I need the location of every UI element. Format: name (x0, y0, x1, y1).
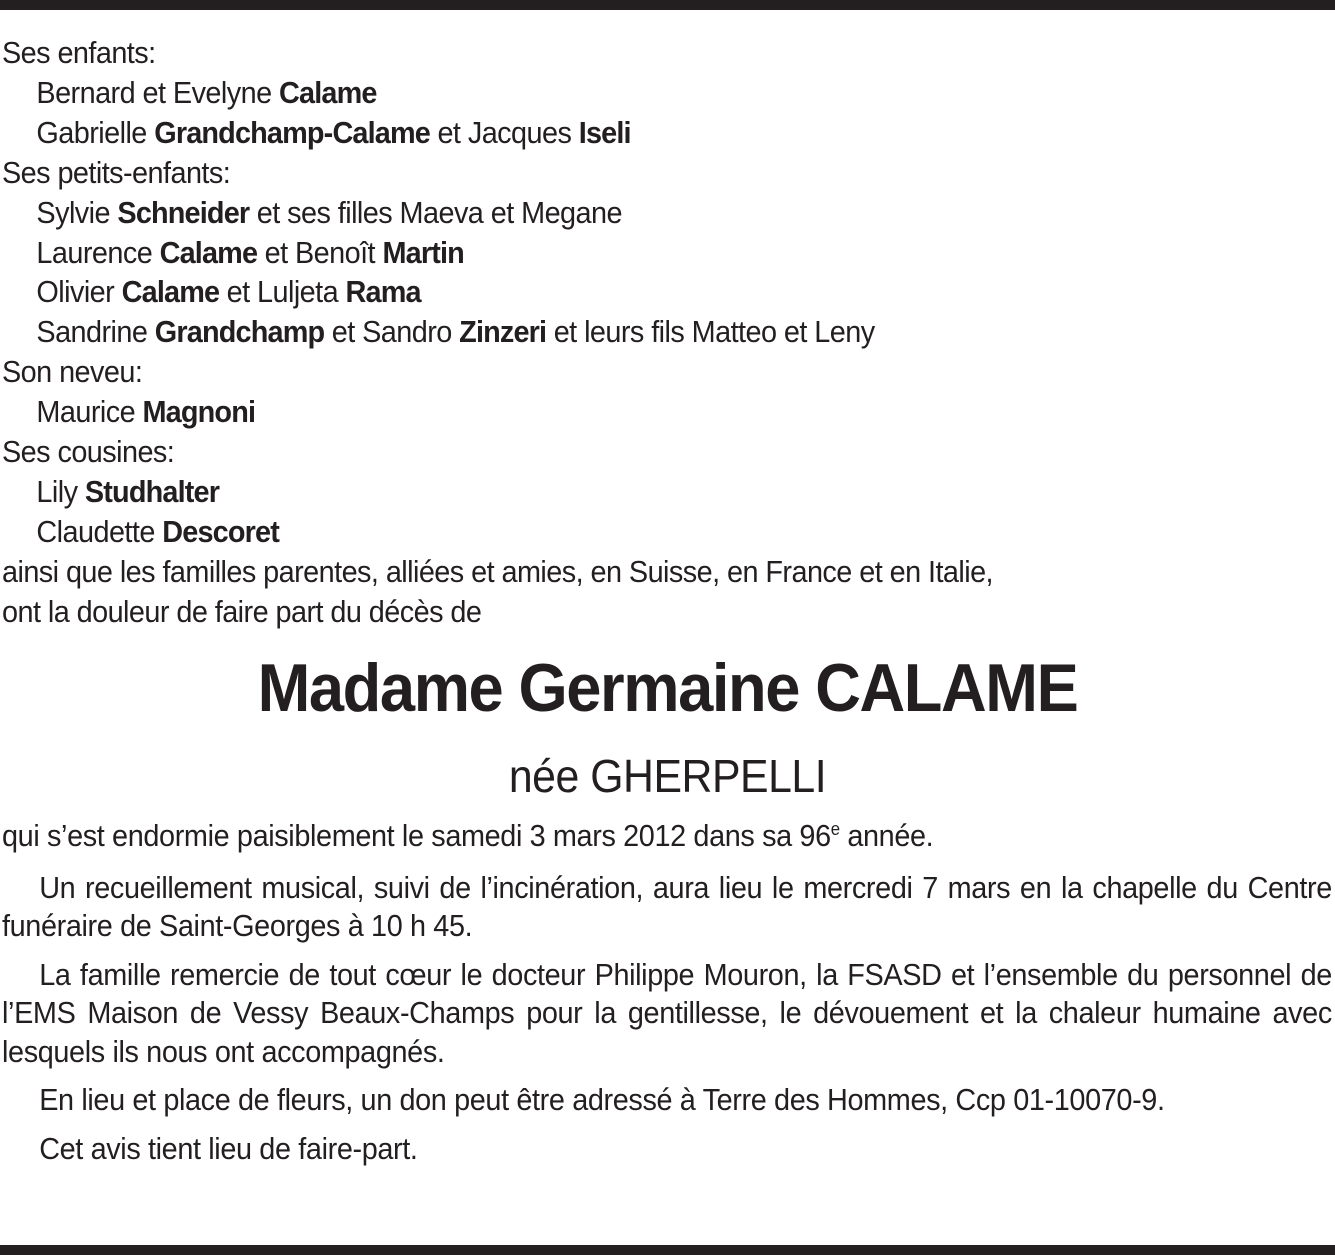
cousins-heading: Ses cousines: (2, 434, 175, 470)
announcement-body (2, 817, 1332, 1178)
surname: Studhalter (84, 473, 220, 509)
passing-text: qui s’est endormie paisiblement le samedi 3 mars 2012 dans sa 96 (2, 818, 831, 853)
child-entry (2, 73, 1239, 113)
passing-text: année. (839, 818, 934, 853)
closing-line: ont la douleur de faire part du décès de (2, 593, 482, 629)
first-names: Bernard et Evelyne (36, 74, 280, 110)
surname: Calame (121, 274, 220, 310)
surname: Magnoni (142, 394, 256, 430)
grandchildren-heading: Ses petits-enfants: (2, 154, 231, 190)
first-names: Sandrine (36, 314, 155, 350)
connector: et leurs fils Matteo et Leny (546, 314, 875, 350)
ceremony-paragraph: Un recueillement musical, suivi de l’incinération, aura lieu le mercredi 7 mars en la chapelle du Centre funéraire de Saint-Georges à 10 h 45. (2, 869, 1332, 943)
connector: et Sandro (324, 314, 460, 350)
first-names: Olivier (36, 274, 122, 310)
ordinal-suffix: e (830, 819, 840, 839)
grandchild-entry (2, 312, 1239, 352)
surname: Iseli (578, 114, 631, 150)
thanks-paragraph: La famille remercie de tout cœur le docteur Philippe Mouron, la FSASD et l’ensemble du personnel de l’EMS Maison de Vessy Beaux-Champs pour la gentillesse, le dévouement et la chaleur humaine avec lesquels ils nous ont accompagnés. (2, 956, 1332, 1069)
surname: Schneider (117, 194, 250, 230)
notice-paragraph: Cet avis tient lieu de faire-part. (39, 1130, 418, 1166)
cousin-entry (2, 512, 1239, 552)
first-names: Sylvie (36, 194, 118, 230)
top-rule (0, 0, 1335, 10)
closing-line: ainsi que les familles parentes, alliées et amies, en Suisse, en France et en Italie, (2, 553, 994, 589)
first-names: Claudette (36, 513, 163, 549)
first-names: Laurence (36, 234, 160, 270)
first-names: Gabrielle (36, 114, 155, 150)
connector: et Benoît (257, 234, 383, 270)
family-list (2, 33, 1239, 632)
passing-paragraph (2, 817, 1332, 856)
connector: et Jacques (430, 114, 579, 150)
surname: Zinzeri (459, 314, 547, 350)
bottom-rule (0, 1245, 1335, 1255)
surname: Grandchamp (154, 314, 325, 350)
cousin-entry (2, 472, 1239, 512)
nephew-entry (2, 392, 1239, 432)
surname: Calame (159, 234, 258, 270)
nephew-heading: Son neveu: (2, 354, 143, 390)
surname: Martin (382, 234, 464, 270)
grandchild-entry (2, 233, 1239, 273)
connector: et ses filles Maeva et Megane (249, 194, 622, 230)
surname: Grandchamp-Calame (154, 114, 431, 150)
surname: Rama (345, 274, 421, 310)
first-names: Lily (36, 473, 85, 509)
grandchild-entry (2, 272, 1239, 312)
first-names: Maurice (36, 394, 143, 430)
donation-paragraph: En lieu et place de fleurs, un don peut être adressé à Terre des Hommes, Ccp 01-10070-9. (39, 1082, 1165, 1117)
child-entry (2, 113, 1239, 153)
surname: Descoret (162, 513, 279, 549)
maiden-name: née GHERPELLI (508, 750, 827, 802)
grandchild-entry (2, 193, 1239, 233)
surname: Calame (279, 74, 377, 110)
connector: et Luljeta (219, 274, 346, 310)
deceased-name: Madame Germaine CALAME (257, 650, 1078, 726)
children-heading: Ses enfants: (2, 35, 156, 70)
